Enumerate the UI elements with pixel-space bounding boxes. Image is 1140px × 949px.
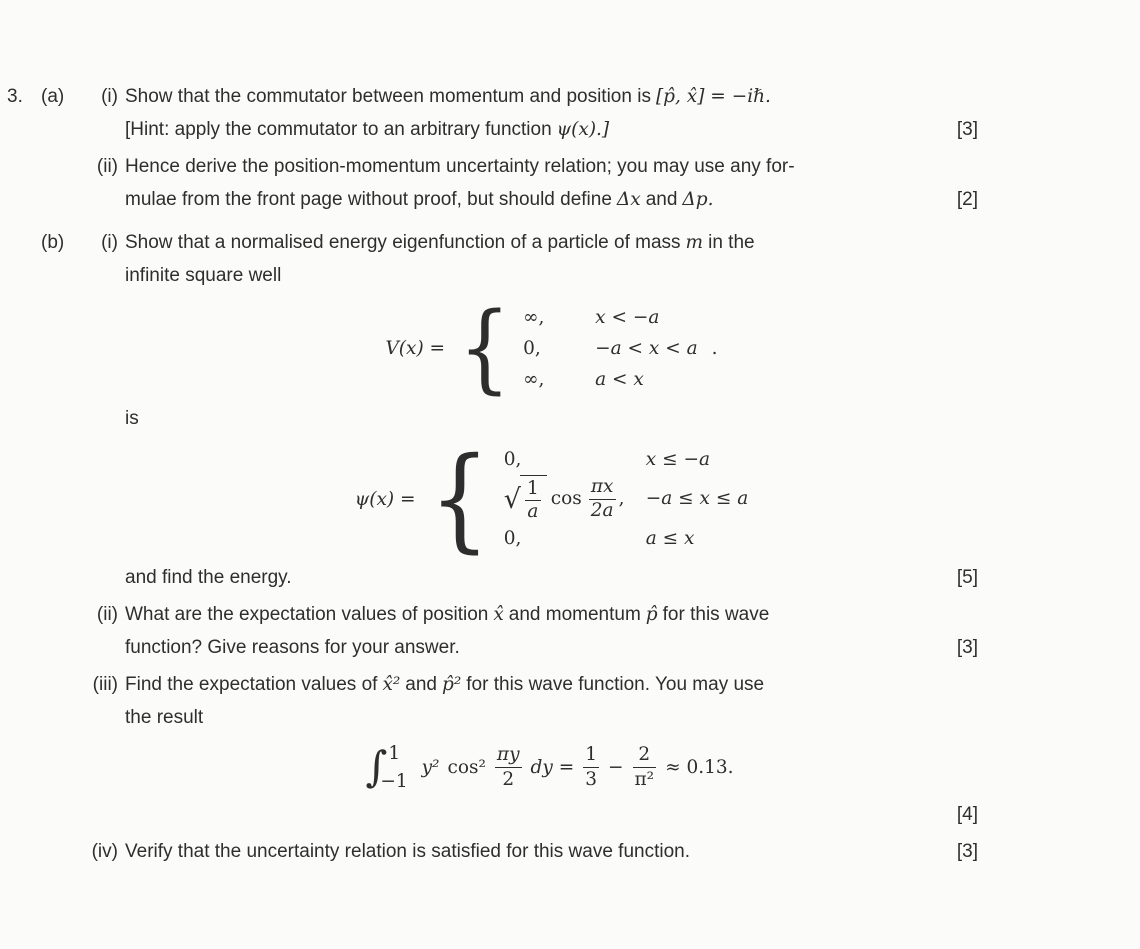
minus-sign: − [608, 756, 624, 778]
case-condition: x ≤ −a [645, 448, 710, 470]
question-3 [7, 76, 978, 868]
wavefunction-equation [125, 434, 978, 564]
inline-math-commutator: [p̂, x̂] = −iℏ. [655, 86, 771, 107]
case-row [504, 444, 749, 475]
inline-math-p-hat-squared: p̂² [442, 674, 462, 695]
inline-math-delta-x: Δx [616, 189, 641, 210]
text-line [96, 150, 978, 183]
dy-equals: dy = [530, 756, 575, 778]
case-condition: a < x [595, 368, 644, 390]
sqrt-argument [520, 475, 547, 523]
marks-badge: [5] [956, 567, 978, 588]
text: for this wave function. You may use [466, 674, 765, 695]
text-line [125, 113, 978, 146]
text: and [645, 189, 678, 210]
cosine-function: cos [550, 488, 582, 509]
inline-math-psi: ψ(x).] [556, 119, 610, 140]
approx-value: ≈ 0.13. [665, 756, 734, 778]
part-b-ii [96, 598, 978, 664]
sub-label-i: (i) [101, 86, 118, 107]
text: and find the energy. [125, 567, 292, 588]
denominator: 3 [585, 768, 597, 790]
case-condition: −a ≤ x ≤ a [645, 488, 749, 509]
part-a-ii [96, 150, 978, 216]
part-b-i [41, 226, 978, 594]
sub-label-i: (i) [101, 232, 118, 253]
sub-label-ii: (ii) [96, 156, 118, 177]
numerator: πx [590, 476, 614, 498]
numerator: 1 [585, 744, 597, 766]
text-line [92, 668, 978, 701]
sub-label-iv: (iv) [91, 841, 118, 862]
text: mulae from the front page without proof, but should define [125, 189, 612, 210]
marks-badge: [4] [956, 804, 978, 825]
denominator: 2a [590, 499, 614, 521]
fraction-pix-over-2a [589, 476, 616, 521]
text: function? Give reasons for your answer. [125, 637, 460, 658]
numerator: 1 [526, 477, 539, 499]
case-condition: a ≤ x [645, 528, 695, 550]
part-a-label: (a) [41, 86, 65, 107]
left-brace-icon: { [429, 434, 491, 564]
marks-badge: [3] [956, 119, 978, 140]
text-line [41, 226, 978, 259]
denominator: 2 [495, 767, 522, 791]
text-line [125, 631, 978, 664]
integral-limits [380, 742, 408, 792]
text: in the [708, 232, 755, 253]
psi-cases [504, 444, 749, 554]
question-number: 3. [7, 86, 23, 107]
case-row [504, 475, 749, 523]
text: What are the expectation values of position [125, 604, 489, 625]
marks-badge: [2] [956, 189, 978, 210]
text-line [125, 183, 978, 216]
case-value: 0, [523, 337, 541, 359]
integral-identity-equation [125, 742, 978, 792]
case-value: ∞, [523, 306, 545, 328]
case-value: 0, [503, 528, 522, 550]
case-value-sqrt-cos [504, 475, 632, 523]
text: Find the expectation values of [125, 674, 378, 695]
denominator: a [525, 500, 541, 523]
case-row [523, 302, 698, 333]
numerator: 2 [638, 744, 651, 766]
case-value: ∞, [523, 368, 545, 390]
text: Hence derive the position-momentum uncertainty relation; you may use any for- [125, 156, 795, 177]
potential-equation [125, 292, 978, 404]
inline-math-p-hat: p̂ [645, 604, 658, 625]
text: infinite square well [125, 265, 282, 286]
text: and [405, 674, 437, 695]
denominator: π² [634, 768, 655, 790]
case-condition: x < −a [595, 306, 660, 328]
psi-of-x-lhs: ψ(x) = [354, 488, 416, 510]
sqrt-icon: √ [503, 483, 521, 515]
fraction-two-over-pi-squared [633, 743, 657, 790]
text: for this wave [662, 604, 770, 625]
marks-line [125, 798, 978, 831]
v-of-x-lhs: V(x) = [385, 337, 446, 359]
v-cases [523, 302, 698, 395]
case-row [523, 333, 698, 364]
sub-label-iii: (iii) [92, 674, 118, 695]
text: Show that a normalised energy eigenfunction of a particle of mass [125, 232, 681, 253]
lower-limit: −1 [380, 771, 408, 792]
fraction-1-over-a [525, 478, 541, 523]
text-line [125, 402, 978, 435]
integral-icon: ∫ [365, 742, 388, 791]
text: the result [125, 707, 204, 728]
upper-limit: 1 [388, 743, 401, 764]
part-b-iv [91, 835, 978, 868]
case-condition: −a < x < a [595, 337, 698, 359]
inline-math-m: m [685, 232, 704, 253]
text: Show that the commutator between momentum and position is [125, 86, 651, 107]
case-value: 0, [503, 448, 522, 470]
part-a-i [7, 80, 978, 146]
text-line [125, 259, 978, 292]
text-line [125, 701, 978, 734]
inline-math-delta-p: Δp. [682, 189, 714, 210]
comma: , [618, 488, 625, 509]
fraction-piy-over-2 [495, 743, 522, 790]
part-b-iii [92, 668, 978, 831]
text-line [91, 835, 978, 868]
fraction-one-third [583, 743, 599, 790]
text-line [96, 598, 978, 631]
integrand-y-squared: y² [421, 756, 440, 778]
text-is: is [125, 408, 139, 429]
marks-badge: [3] [956, 841, 978, 862]
numerator: πy [496, 744, 520, 766]
case-row [523, 364, 698, 395]
cosine-squared: cos² [447, 756, 486, 778]
text-line [125, 561, 978, 594]
text-hint: [Hint: apply the commutator to an arbitrary function [125, 119, 552, 140]
equation-period: . [711, 337, 718, 359]
text-line [7, 80, 978, 113]
inline-math-x-hat-squared: x̂² [382, 674, 401, 695]
text: Verify that the uncertainty relation is satisfied for this wave function. [125, 841, 691, 862]
inline-math-x-hat: x̂ [493, 604, 504, 625]
marks-badge: [3] [956, 637, 978, 658]
left-brace-icon: { [458, 292, 511, 404]
sub-label-ii: (ii) [96, 604, 118, 625]
case-row [504, 523, 749, 554]
part-b-label: (b) [41, 232, 65, 253]
text: and momentum [508, 604, 641, 625]
